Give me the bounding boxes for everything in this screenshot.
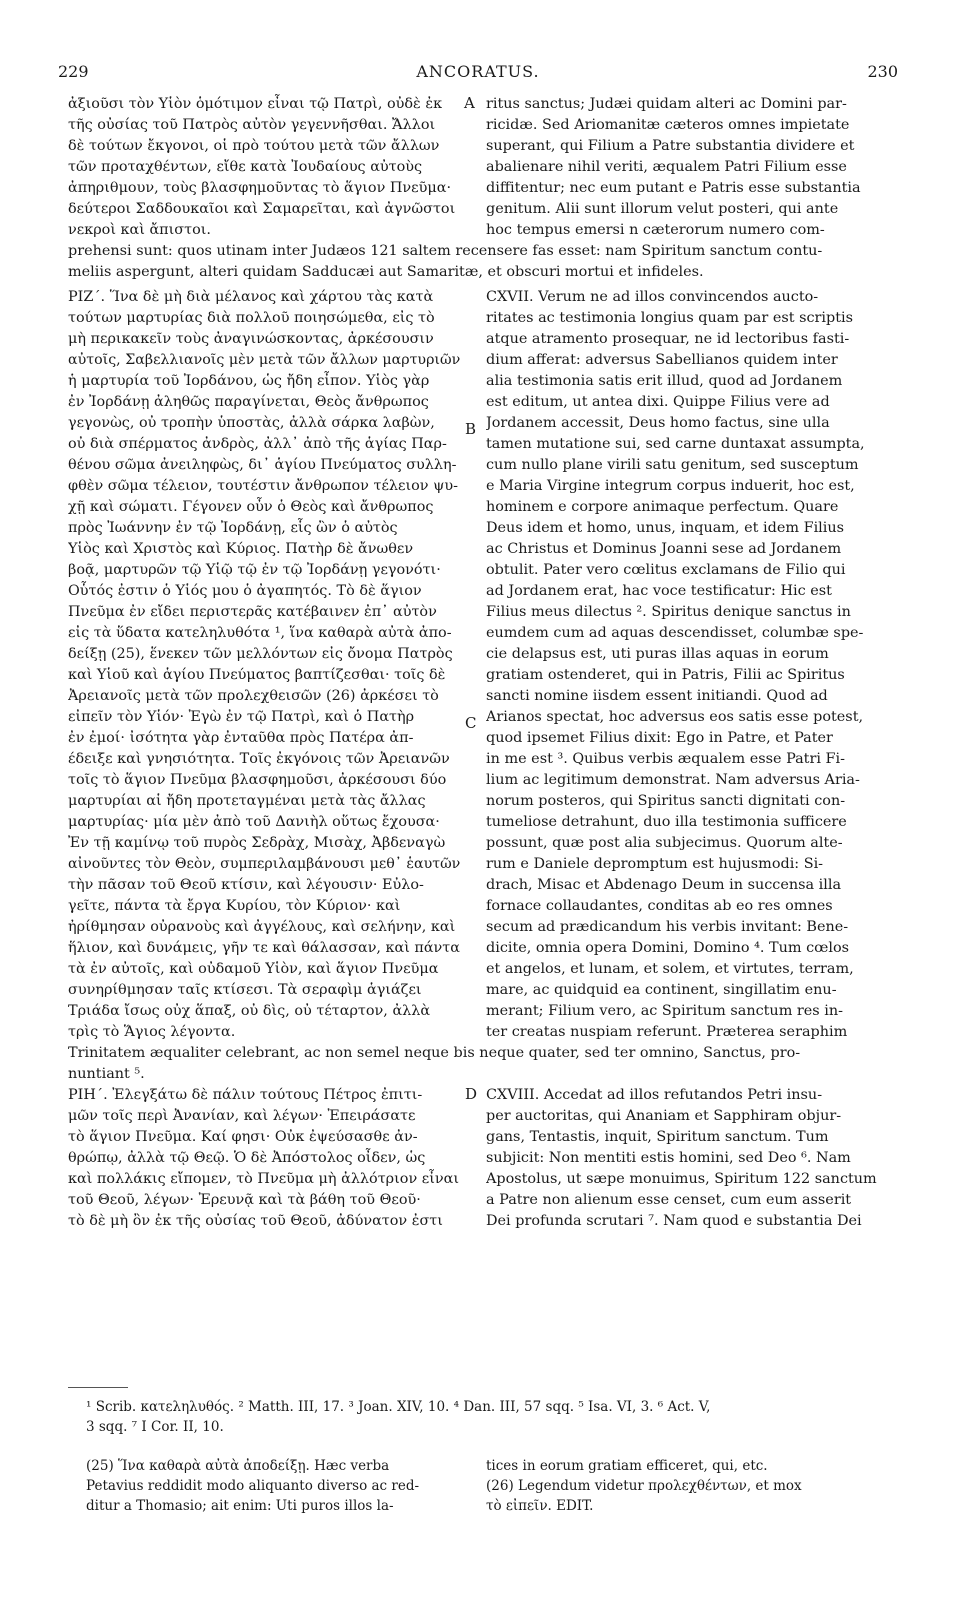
greek-line: ΡΙΗ΄. Ἐλεγξάτω δὲ πάλιν τούτους Πέτρος ἐπιτι- <box>68 1087 423 1103</box>
latin-column-block-2 <box>486 287 896 1043</box>
greek-line: Οὗτός ἐστιν ὁ Υἱός μου ὁ ἀγαπητός. Τὸ δὲ ἅγιον <box>68 583 422 599</box>
latin-line: Arianos spectat, hoc adversus eos satis esse potest, <box>486 709 864 725</box>
greek-line: δεύτεροι Σαδδουκαῖοι καὶ Σαμαρεῖται, καὶ ἀγνῶστοι <box>68 201 456 217</box>
latin-line: per auctoritas, qui Ananiam et Sapphiram objur- <box>486 1108 842 1124</box>
greek-line: τρὶς τὸ Ἅγιος λέγοντα. <box>68 1024 236 1040</box>
full-line: Trinitatem æqualiter celebrant, ac non semel neque bis neque quater, sed ter omnino, Sanctus, pro- <box>68 1045 801 1061</box>
greek-line: θένου σῶμα ἀνειληφὼς, δι᾽ ἁγίου Πνεύματος συλλη- <box>68 457 457 473</box>
greek-line: συνηρίθμησαν ταῖς κτίσεσι. Τὰ σεραφὶμ ἁγιάζει <box>68 982 422 998</box>
page-number-right: 230 <box>867 62 898 81</box>
greek-line: οὐ διὰ σπέρματος ἀνδρὸς, ἀλλ᾽ ἀπὸ τῆς ἁγίας Παρ- <box>68 436 447 452</box>
latin-line: possunt, quæ post alia subjecimus. Quorum alte- <box>486 835 843 851</box>
greek-line: γεῖτε, πάντα τὰ ἔργα Κυρίου, τὸν Κύριον· καὶ <box>68 898 401 914</box>
greek-line: πρὸς Ἰωάννην ἐν τῷ Ἰορδάνῃ, εἷς ὢν ὁ αὐτὸς <box>68 520 398 536</box>
note-line: τὸ εἰπεῖν. EDIT. <box>486 1498 594 1514</box>
latin-line: et angelos, et lunam, et solem, et virtutes, terram, <box>486 961 854 977</box>
greek-line: μαρτυρίαι αἱ ἤδη προτεταγμέναι μετὰ τὰς ἄλλας <box>68 793 426 809</box>
footnotes <box>86 1397 906 1437</box>
margin-mark-c: C <box>465 714 477 732</box>
greek-line: εἰπεῖν τὸν Υἱόν· Ἐγὼ ἐν τῷ Πατρὶ, καὶ ὁ Πατὴρ <box>68 709 415 725</box>
note-line: Petavius reddidit modo aliquanto diverso ac red- <box>86 1478 420 1494</box>
greek-line: μῶν τοῖς περὶ Ἀνανίαν, καὶ λέγων· Ἐπειράσατε <box>68 1108 416 1124</box>
latin-line: sancti nomine iisdem essent initiandi. Quod ad <box>486 688 828 704</box>
greek-line: φθὲν σῶμα τέλειον, τουτέστιν ἄνθρωπον τέλειον ψυ- <box>68 478 459 494</box>
latin-line: ac Christus et Dominus Joanni sese ad Jordanem <box>486 541 842 557</box>
latin-line: secum ad prædicandum his verbis invitant: Bene- <box>486 919 849 935</box>
latin-line: dium afferat: adversus Sabellianos quidem inter <box>486 352 838 368</box>
greek-line: καὶ Υἱοῦ καὶ ἁγίου Πνεύματος βαπτίζεσθαι· τοῖς δὲ <box>68 667 446 683</box>
greek-line: ἀξιοῦσι τὸν Υἱὸν ὁμότιμον εἶναι τῷ Πατρὶ, οὐδὲ ἐκ <box>68 96 443 112</box>
latin-line: ritates ac testimonia longius quam par est scriptis <box>486 310 853 326</box>
latin-line: gratiam ostenderet, qui in Patris, Filii ac Spiritus <box>486 667 845 683</box>
latin-line: Dei profunda scrutari ⁷. Nam quod e substantia Dei <box>486 1213 862 1229</box>
latin-line: atque atramento prosequar, ne id lectoribus fasti- <box>486 331 850 347</box>
latin-line: e Maria Virgine integrum corpus induerit, hoc est, <box>486 478 855 494</box>
greek-line: Τριάδα ἴσως οὐχ ἅπαξ, οὐ δὶς, οὐ τέταρτον, ἀλλὰ <box>68 1003 431 1019</box>
full-width-block-1 <box>68 241 898 283</box>
greek-line: Ἀρειανοῖς μετὰ τῶν προλεχθεισῶν (26) ἀρκέσει τὸ <box>68 688 439 704</box>
latin-line: CXVII. Verum ne ad illos convincendos aucto- <box>486 289 819 305</box>
footnote-line: 3 sqq. ⁷ I Cor. II, 10. <box>86 1419 224 1435</box>
editor-notes-right <box>486 1456 802 1516</box>
greek-line: μαρτυρίας· μία μὲν ἀπὸ τοῦ Δανιὴλ οὕτως ἔχουσα· <box>68 814 440 830</box>
latin-line: genitum. Alii sunt illorum velut posteri, qui ante <box>486 201 839 217</box>
latin-line: tumeliose detrahunt, duo illa testimonia sufficere <box>486 814 847 830</box>
latin-line: alia testimonia satis erit illud, quod ad Jordanem <box>486 373 843 389</box>
greek-line: τοῦ Θεοῦ, λέγων· Ἐρευνᾷ καὶ τὰ βάθη τοῦ Θεοῦ· <box>68 1192 421 1208</box>
greek-column-block-1 <box>68 94 460 241</box>
latin-line: merant; Filium vero, ac Spiritum sanctum res in- <box>486 1003 844 1019</box>
latin-line: cie delapsus est, uti puras illas aquas in eorum <box>486 646 829 662</box>
greek-line: νεκροὶ καὶ ἄπιστοι. <box>68 222 211 238</box>
latin-line: Apostolus, ut sæpe monuimus, Spiritum 122 sanctum <box>486 1171 877 1187</box>
greek-line: δὲ τούτων ἔκγονοι, οἱ πρὸ τούτου μετὰ τῶν ἄλλων <box>68 138 440 154</box>
greek-line: ἐν Ἰορδάνῃ ἀληθῶς παραγίνεται, Θεὸς ἄνθρωπος <box>68 394 429 410</box>
greek-line: τοῖς τὸ ἅγιον Πνεῦμα βλασφημοῦσι, ἀρκέσουσι δύο <box>68 772 447 788</box>
latin-line: obtulit. Pater vero cœlitus exclamans de Filio qui <box>486 562 846 578</box>
greek-line: ἡ μαρτυρία τοῦ Ἰορδάνου, ὡς ἤδη εἶπον. Υἱὸς γὰρ <box>68 373 430 389</box>
greek-line: καὶ πολλάκις εἴπομεν, τὸ Πνεῦμα μὴ ἀλλότριον εἶναι <box>68 1171 459 1187</box>
full-width-block-2 <box>68 1043 898 1085</box>
latin-column-block-1 <box>486 94 896 241</box>
greek-line: ΡΙΖ΄. Ἵνα δὲ μὴ διὰ μέλανος καὶ χάρτου τὰς κατὰ <box>68 289 434 305</box>
note-line: ditur a Thomasio; ait enim: Uti puros illos la- <box>86 1498 394 1514</box>
full-line: nuntiant ⁵. <box>68 1066 145 1082</box>
greek-line: τὸ ἅγιον Πνεῦμα. Καί φησι· Οὐκ ἐψεύσασθε ἀν- <box>68 1129 418 1145</box>
latin-line: CXVIII. Accedat ad illos refutandos Petri insu- <box>486 1087 823 1103</box>
latin-line: in me est ³. Quibus verbis æqualem esse Patri Fi- <box>486 751 845 767</box>
greek-line: τὰ ἐν αὐτοῖς, καὶ οὐδαμοῦ Υἱὸν, καὶ ἅγιον Πνεῦμα <box>68 961 439 977</box>
running-header <box>58 62 898 84</box>
greek-line: γεγονὼς, οὐ τροπὴν ὑποστὰς, ἀλλὰ σάρκα λαβὼν, <box>68 415 435 431</box>
greek-line: ἠρίθμησαν οὐρανοὺς καὶ ἀγγέλους, καὶ σελήνην, καὶ <box>68 919 456 935</box>
note-line: (25) Ἵνα καθαρὰ αὐτὰ ἀποδείξῃ. Hæc verba <box>86 1458 390 1474</box>
latin-line: tamen mutatione sui, sed carne duntaxat assumpta, <box>486 436 865 452</box>
latin-line: drach, Misac et Abdenago Deum in succensa illa <box>486 877 842 893</box>
greek-line: βοᾷ, μαρτυρῶν τῷ Υἱῷ τῷ ἐν τῷ Ἰορδάνῃ γεγονότι· <box>68 562 441 578</box>
latin-line: est editum, ut antea dixi. Quippe Filius vere ad <box>486 394 830 410</box>
latin-line: Filius meus dilectus ². Spiritus denique sanctus in <box>486 604 851 620</box>
full-line: meliis aspergunt, alteri quidam Sadducæi aut Samaritæ, et obscuri mortui et infideles. <box>68 264 704 280</box>
greek-column-block-2 <box>68 287 460 1043</box>
note-line: (26) Legendum videtur προλεχθέντων, et mox <box>486 1478 802 1494</box>
note-line: tices in eorum gratiam efficeret, qui, etc. <box>486 1458 768 1474</box>
latin-line: rum e Daniele depromptum est hujusmodi: Si- <box>486 856 824 872</box>
greek-line: χῇ καὶ σώματι. Γέγονεν οὖν ὁ Θεὸς καὶ ἄνθρωπος <box>68 499 434 515</box>
latin-line: ter creatas nuspiam referunt. Præterea seraphim <box>486 1024 848 1040</box>
latin-line: hominem e corpore animaque perfectum. Quare <box>486 499 839 515</box>
latin-line: superant, qui Filium a Patre substantia dividere et <box>486 138 855 154</box>
greek-line: δείξῃ (25), ἕνεκεν τῶν μελλόντων εἰς ὄνομα Πατρὸς <box>68 646 453 662</box>
latin-line: ricidæ. Sed Ariomanitæ cæteros omnes impietate <box>486 117 850 133</box>
latin-line: lium ac legitimum demonstrat. Nam adversus Aria- <box>486 772 860 788</box>
margin-mark-d: D <box>465 1085 478 1103</box>
latin-line: eumdem cum ad aquas descendisset, columbæ spe- <box>486 625 864 641</box>
latin-line: norum posteros, qui Spiritus sancti dignitati con- <box>486 793 846 809</box>
greek-line: μὴ περικακεῖν τοὺς ἀναγινώσκοντας, ἀρκέσουσιν <box>68 331 434 347</box>
latin-line: Deus idem et homo, unus, inquam, et idem Filius <box>486 520 845 536</box>
greek-line: αἰνοῦντες τὸν Θεὸν, συμπεριλαμβάνουσι μεθ᾽ ἑαυτῶν <box>68 856 460 872</box>
greek-line: τὸ δὲ μὴ ὂν ἐκ τῆς οὐσίας τοῦ Θεοῦ, ἀδύνατον ἐστι <box>68 1213 443 1229</box>
latin-line: mare, ac quidquid ea continent, singillatim enu- <box>486 982 837 998</box>
latin-line: abalienare nihil veriti, æqualem Patri Filium esse <box>486 159 847 175</box>
editor-notes-left <box>86 1456 419 1516</box>
latin-line: fornace collaudantes, conditas ab eo res omnes <box>486 898 833 914</box>
greek-line: τῆς οὐσίας τοῦ Πατρὸς αὐτὸν γεγεννῆσθαι. Ἄλλοι <box>68 117 436 133</box>
greek-column-block-3 <box>68 1085 460 1232</box>
greek-line: Ἐν τῇ καμίνῳ τοῦ πυρὸς Σεδρὰχ, Μισὰχ, Ἀβδεναγὼ <box>68 835 446 851</box>
footnote-line: ¹ Scrib. κατεληλυθός. ² Matth. III, 17. ³ Joan. XIV, 10. ⁴ Dan. III, 57 sqq. ⁵ Isa. VI, 3. ⁶ Act. V, <box>86 1399 711 1415</box>
margin-mark-b: B <box>465 420 477 438</box>
full-line: prehensi sunt: quos utinam inter Judæos 121 saltem recensere fas esset: nam Spiritum sanctum contu- <box>68 243 823 259</box>
latin-line: diffitentur; nec eum putant e Patris esse substantia <box>486 180 861 196</box>
page-number-left: 229 <box>58 62 89 81</box>
margin-mark-a: A <box>464 94 475 112</box>
latin-line: ritus sanctus; Judæi quidam alteri ac Domini par- <box>486 96 847 112</box>
latin-line: a Patre non alienum esse censet, cum eum asserit <box>486 1192 852 1208</box>
running-title: ANCORATUS. <box>416 62 540 81</box>
greek-line: εἰς τὰ ὕδατα κατεληλυθότα ¹, ἵνα καθαρὰ αὐτὰ ἀπο- <box>68 625 452 641</box>
latin-line: subjicit: Non mentiti estis homini, sed Deo ⁶. Nam <box>486 1150 851 1166</box>
greek-line: Υἱὸς καὶ Χριστὸς καὶ Κύριος. Πατὴρ δὲ ἄνωθεν <box>68 541 414 557</box>
greek-line: ἀπηριθμουν, τοὺς βλασφημοῦντας τὸ ἅγιον Πνεῦμα· <box>68 180 452 196</box>
greek-line: έδειξε καὶ γνησιότητα. Τοῖς ἐκγόνοις τῶν Ἀρειανῶν <box>68 751 450 767</box>
greek-line: θρώπῳ, ἀλλὰ τῷ Θεῷ. Ὁ δὲ Ἀπόστολος οἶδεν, ὡς <box>68 1150 426 1166</box>
latin-column-block-3 <box>486 1085 896 1232</box>
greek-line: τὴν πᾶσαν τοῦ Θεοῦ κτίσιν, καὶ λέγουσιν· Εὐλο- <box>68 877 424 893</box>
greek-line: ἐν ἐμοί· ἰσότητα γὰρ ἐνταῦθα πρὸς Πατέρα ἀπ- <box>68 730 414 746</box>
greek-line: Πνεῦμα ἐν εἴδει περιστερᾶς κατέβαινεν ἐπ᾽ αὐτὸν <box>68 604 437 620</box>
latin-line: gans, Tentastis, inquit, Spiritum sanctum. Tum <box>486 1129 829 1145</box>
latin-line: dicite, omnia opera Domini, Domino ⁴. Tum cœlos <box>486 940 850 956</box>
latin-line: Jordanem accessit, Deus homo factus, sine ulla <box>486 415 830 431</box>
latin-line: hoc tempus emersi n cæterorum numero com- <box>486 222 825 238</box>
greek-line: τούτων μαρτυρίας διὰ πολλοῦ ποιησώμεθα, εἰς τὸ <box>68 310 435 326</box>
greek-line: τῶν προταχθέντων, εἴθε κατὰ Ἰουδαίους αὐτοὺς <box>68 159 423 175</box>
latin-line: cum nullo plane virili satu genitum, sed susceptum <box>486 457 859 473</box>
greek-line: αὐτοῖς, Σαβελλιανοῖς μὲν μετὰ τῶν ἄλλων μαρτυριῶν <box>68 352 460 368</box>
greek-line: ἥλιον, καὶ δυνάμεις, γῆν τε καὶ θάλασσαν, καὶ πάντα <box>68 940 460 956</box>
footnote-rule <box>68 1387 128 1388</box>
latin-line: quod ipsemet Filius dixit: Ego in Patre, et Pater <box>486 730 833 746</box>
latin-line: ad Jordanem erat, hac voce testificatur: Hic est <box>486 583 832 599</box>
